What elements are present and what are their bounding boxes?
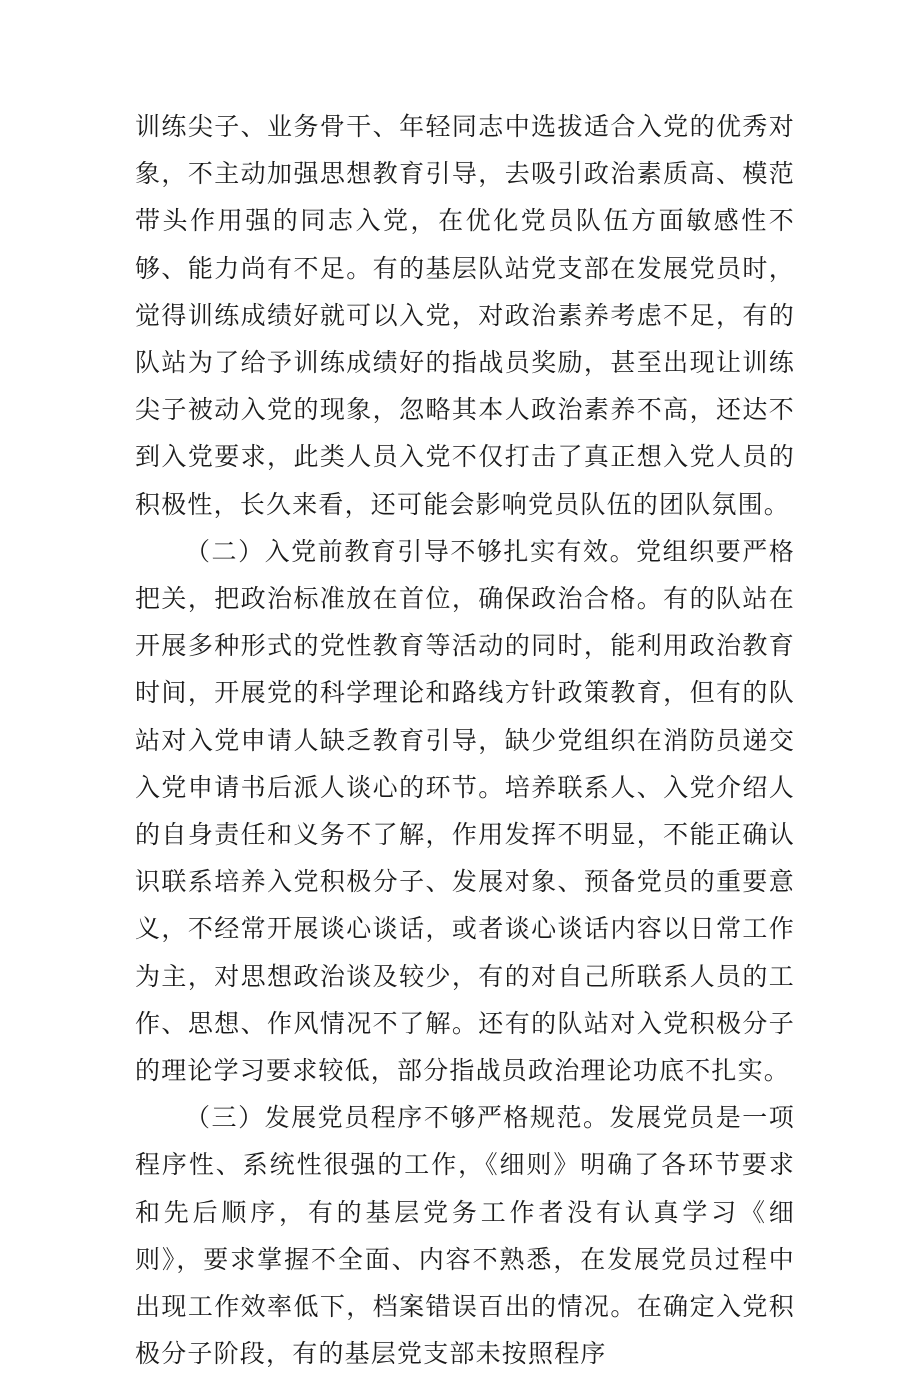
paragraph-3: （三）发展党员程序不够严格规范。发展党员是一项程序性、系统性很强的工作，《细则》明确了各环节要求和先后顺序，有的基层党务工作者没有认真学习《细则》，要求掌握不全面、内容不熟悉，在发展党员过程中出现工作效率低下，档案错误百出的情况。在确定入党积极分子阶段，有的基层党支部未按照程序	[135, 1103, 795, 1369]
paragraph-1: 训练尖子、业务骨干、年轻同志中选拔适合入党的优秀对象，不主动加强思想教育引导，去吸引政治素质高、模范带头作用强的同志入党，在优化党员队伍方面敏感性不够、能力尚有不足。有的基层队站党支部在发展党员时，觉得训练成绩好就可以入党，对政治素养考虑不足，有的队站为了给予训练成绩好的指战员奖励，甚至出现让训练尖子被动入党的现象，忽略其本人政治素养不高，还达不到入党要求，此类人员入党不仅打击了真正想入党人员的积极性，长久来看，还可能会影响党员队伍的团队氛围。	[135, 112, 795, 519]
paragraph-2: （二）入党前教育引导不够扎实有效。党组织要严格把关，把政治标准放在首位，确保政治合格。有的队站在开展多种形式的党性教育等活动的同时，能利用政治教育时间，开展党的科学理论和路线方针政策教育，但有的队站对入党申请人缺乏教育引导，缺少党组织在消防员递交入党申请书后派人谈心的环节。培养联系人、入党介绍人的自身责任和义务不了解，作用发挥不明显，不能正确认识联系培养入党积极分子、发展对象、预备党员的重要意义，不经常开展谈心谈话，或者谈心谈话内容以日常工作为主，对思想政治谈及较少，有的对自己所联系人员的工作、思想、作风情况不了解。还有的队站对入党积极分子的理论学习要求较低，部分指战员政治理论功底不扎实。	[135, 536, 795, 1086]
body-text	[135, 103, 795, 1377]
